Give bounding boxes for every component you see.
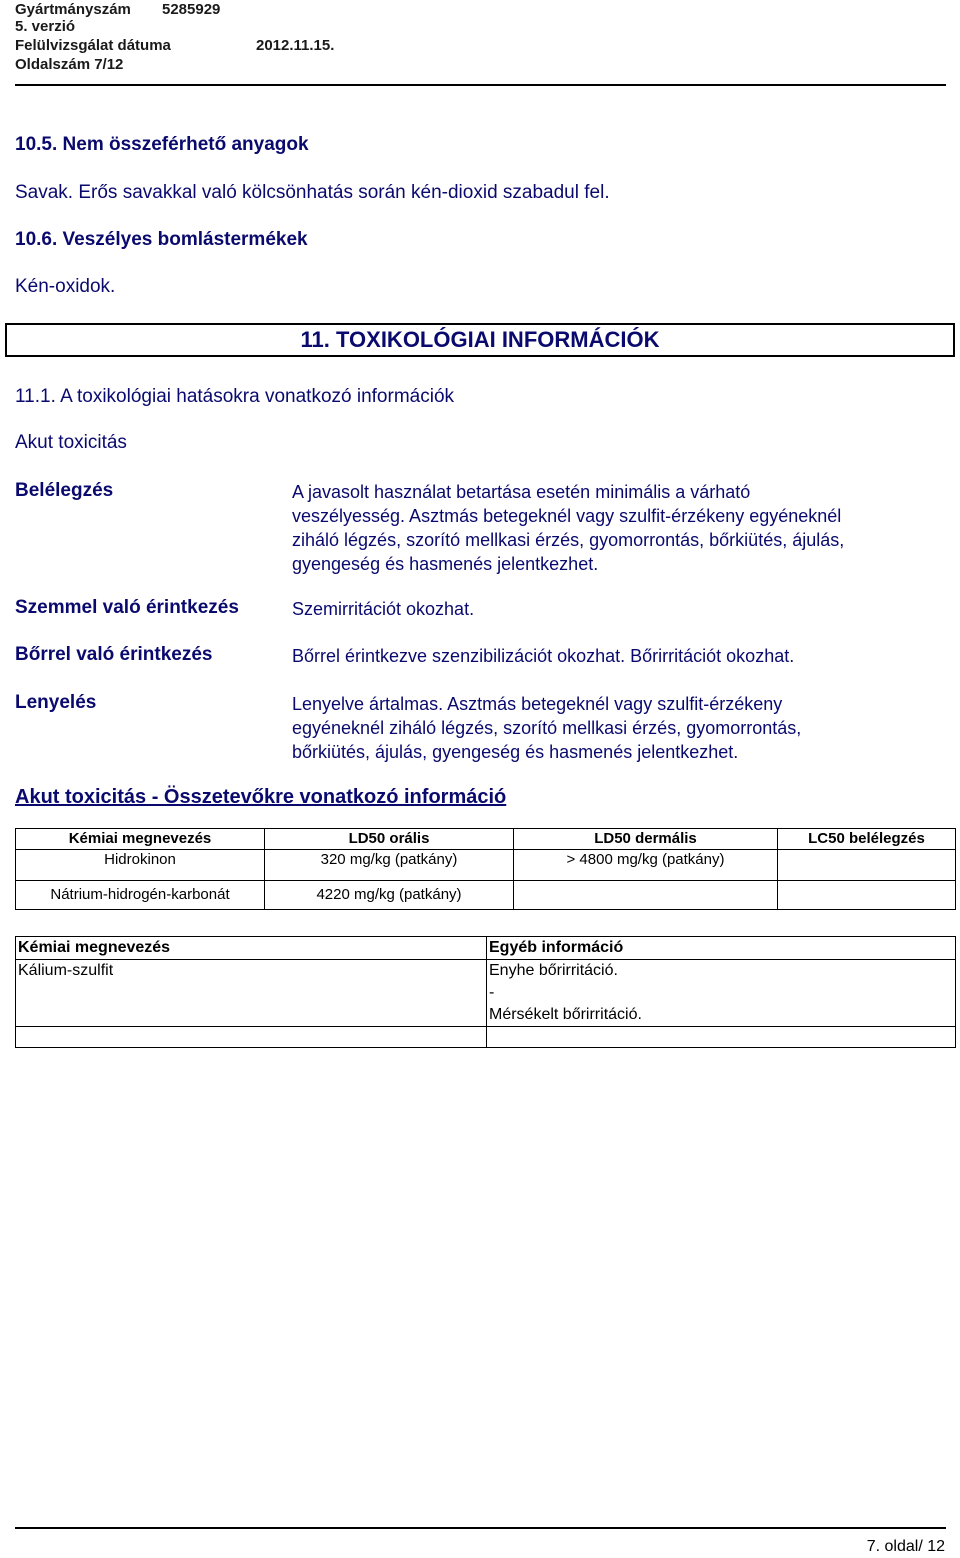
other-info-table <box>15 936 956 1048</box>
ingestion-line: bőrkiütés, ájulás, gyengeség és hasmenés jelentkezhet. <box>292 742 739 762</box>
table-cell: Kálium-szulfit <box>16 960 487 1027</box>
table-cell: 4220 mg/kg (patkány) <box>265 881 514 910</box>
ingestion-text <box>292 692 942 764</box>
table-cell <box>16 1027 487 1048</box>
section-10-5-text: Savak. Erős savakkal való kölcsönhatás során kén-dioxid szabadul fel. <box>15 182 610 203</box>
eye-contact-line: Szemirritációt okozhat. <box>292 599 475 619</box>
page-number-label: Oldalszám 7/12 <box>15 56 124 73</box>
table-header-row <box>16 829 956 850</box>
revision-date-value: 2012.11.15. <box>256 37 335 54</box>
ingestion-line: Lenyelve ártalmas. Asztmás betegeknél vagy szulfit-érzékeny <box>292 694 783 714</box>
revision-date-label: Felülvizsgálat dátuma <box>15 37 171 54</box>
section-10-6-title: 10.6. Veszélyes bomlástermékek <box>15 229 308 250</box>
inhalation-line: ziháló légzés, szorító mellkasi érzés, gyomorrontás, bőrkiütés, ájulás, <box>292 530 845 550</box>
product-number-label: Gyártmányszám <box>15 1 131 18</box>
info-line: Mérsékelt bőrirritáció. <box>489 1006 642 1023</box>
skin-contact-line: Bőrrel érintkezve szenzibilizációt okozhat. Bőrirritációt okozhat. <box>292 646 795 666</box>
footer-page-number: 7. oldal/ 12 <box>866 1538 945 1555</box>
table-row <box>16 960 956 1027</box>
table-cell: Nátrium-hidrogén-karbonát <box>16 881 265 910</box>
ingestion-label: Lenyelés <box>15 692 97 713</box>
table-cell <box>487 960 956 1027</box>
table-header-cell: Kémiai megnevezés <box>16 937 487 960</box>
component-toxicity-table <box>15 828 956 910</box>
inhalation-line: veszélyesség. Asztmás betegeknél vagy szulfit-érzékeny egyéneknél <box>292 506 842 526</box>
component-toxicity-title: Akut toxicitás - Összetevőkre vonatkozó információ <box>15 786 507 808</box>
table-cell: Hidrokinon <box>16 850 265 881</box>
inhalation-line: A javasolt használat betartása esetén minimális a várható <box>292 482 751 502</box>
table-header-cell: LD50 orális <box>265 829 514 850</box>
section-11-title: 11. TOXIKOLÓGIAI INFORMÁCIÓK <box>300 327 660 352</box>
table-header-row <box>16 937 956 960</box>
section-10-5-title: 10.5. Nem összeférhető anyagok <box>15 134 309 155</box>
table-header-cell: LC50 belélegzés <box>778 829 956 850</box>
section-10-6-text: Kén-oxidok. <box>15 276 116 297</box>
table-row <box>16 881 956 910</box>
table-row <box>16 850 956 881</box>
acute-toxicity-title: Akut toxicitás <box>15 432 127 453</box>
info-line: Enyhe bőrirritáció. <box>489 962 618 979</box>
ingestion-line: egyéneknél ziháló légzés, szorító mellkasi érzés, gyomorrontás, <box>292 718 802 738</box>
inhalation-label: Belélegzés <box>15 480 114 501</box>
table-row <box>16 1027 956 1048</box>
table-cell <box>514 881 778 910</box>
table-header-cell: LD50 dermális <box>514 829 778 850</box>
table-cell: > 4800 mg/kg (patkány) <box>514 850 778 881</box>
header-divider <box>15 84 946 86</box>
table-cell <box>487 1027 956 1048</box>
table-header-cell: Egyéb információ <box>487 937 956 960</box>
skin-contact-label: Bőrrel való érintkezés <box>15 644 213 665</box>
eye-contact-label: Szemmel való érintkezés <box>15 597 239 618</box>
table-header-cell: Kémiai megnevezés <box>16 829 265 850</box>
skin-contact-text <box>292 644 942 668</box>
inhalation-line: gyengeség és hasmenés jelentkezhet. <box>292 554 599 574</box>
table-cell: 320 mg/kg (patkány) <box>265 850 514 881</box>
version-label: 5. verzió <box>15 18 76 35</box>
section-11-1-title: 11.1. A toxikológiai hatásokra vonatkozó információk <box>15 386 455 407</box>
product-number-value: 5285929 <box>162 1 221 18</box>
inhalation-text <box>292 480 942 576</box>
table-cell <box>778 881 956 910</box>
eye-contact-text <box>292 597 942 621</box>
table-cell <box>778 850 956 881</box>
footer-divider <box>15 1527 946 1529</box>
info-line: - <box>489 984 495 1001</box>
